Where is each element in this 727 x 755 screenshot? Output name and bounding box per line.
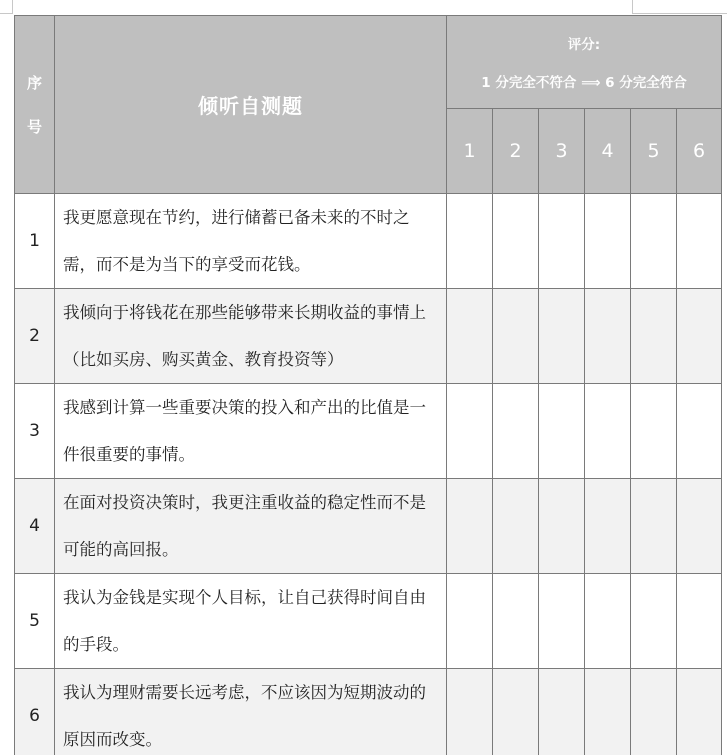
- score-cell[interactable]: [493, 384, 539, 479]
- row-statement: 我更愿意现在节约，进行储蓄已备未来的不时之需，而不是为当下的享受而花钱。: [55, 194, 447, 289]
- score-cell[interactable]: [677, 194, 722, 289]
- row-number: 5: [15, 574, 55, 669]
- score-cell[interactable]: [631, 574, 677, 669]
- score-cell[interactable]: [631, 669, 677, 755]
- table-row: [15, 194, 722, 289]
- header-score: [447, 16, 722, 109]
- row-statement: 我认为金钱是实现个人目标，让自己获得时间自由的手段。: [55, 574, 447, 669]
- page-corner-guide-right: [633, 13, 727, 14]
- score-cell[interactable]: [447, 194, 493, 289]
- score-column-header: 2: [493, 109, 539, 194]
- row-statement: 在面对投资决策时，我更注重收益的稳定性而不是可能的高回报。: [55, 479, 447, 574]
- header-title: 倾听自测题: [55, 16, 447, 194]
- page-corner-guide-left-vertical: [12, 0, 13, 14]
- score-cell[interactable]: [493, 669, 539, 755]
- score-cell[interactable]: [493, 289, 539, 384]
- score-column-header: 6: [677, 109, 722, 194]
- score-column-header: 1: [447, 109, 493, 194]
- row-number: 3: [15, 384, 55, 479]
- score-cell[interactable]: [493, 574, 539, 669]
- score-column-header: 5: [631, 109, 677, 194]
- score-cell[interactable]: [631, 479, 677, 574]
- score-cell[interactable]: [447, 384, 493, 479]
- score-cell[interactable]: [447, 574, 493, 669]
- score-cell[interactable]: [539, 194, 585, 289]
- header-sequence: [15, 16, 55, 194]
- score-cell[interactable]: [539, 669, 585, 755]
- header-sequence-char: 号: [26, 117, 42, 136]
- score-cell[interactable]: [585, 289, 631, 384]
- score-cell[interactable]: [539, 574, 585, 669]
- row-statement: 我感到计算一些重要决策的投入和产出的比值是一件很重要的事情。: [55, 384, 447, 479]
- page-corner-guide-left: [0, 13, 12, 14]
- row-number: 6: [15, 669, 55, 755]
- score-cell[interactable]: [677, 289, 722, 384]
- score-cell[interactable]: [677, 384, 722, 479]
- score-cell[interactable]: [677, 479, 722, 574]
- score-cell[interactable]: [585, 669, 631, 755]
- score-cell[interactable]: [677, 669, 722, 755]
- table-row: [15, 669, 722, 755]
- row-number: 4: [15, 479, 55, 574]
- score-cell[interactable]: [447, 669, 493, 755]
- score-cell[interactable]: [447, 479, 493, 574]
- score-cell[interactable]: [631, 289, 677, 384]
- header-score-scale: 1 分完全不符合 ⟹ 6 分完全符合: [481, 75, 687, 91]
- header-score-label: 评分:: [567, 37, 601, 53]
- score-cell[interactable]: [539, 479, 585, 574]
- row-number: 1: [15, 194, 55, 289]
- table-row: [15, 289, 722, 384]
- score-cell[interactable]: [585, 479, 631, 574]
- score-cell[interactable]: [447, 289, 493, 384]
- table-row: [15, 574, 722, 669]
- score-cell[interactable]: [493, 479, 539, 574]
- score-cell[interactable]: [539, 384, 585, 479]
- score-cell[interactable]: [585, 574, 631, 669]
- self-test-table: [14, 15, 722, 755]
- page-corner-guide-right-vertical: [632, 0, 633, 14]
- row-statement: 我认为理财需要长远考虑，不应该因为短期波动的原因而改变。: [55, 669, 447, 755]
- score-cell[interactable]: [677, 574, 722, 669]
- score-column-header: 3: [539, 109, 585, 194]
- score-cell[interactable]: [631, 194, 677, 289]
- table-row: [15, 384, 722, 479]
- score-cell[interactable]: [585, 384, 631, 479]
- score-column-header: 4: [585, 109, 631, 194]
- row-statement: 我倾向于将钱花在那些能够带来长期收益的事情上（比如买房、购买黄金、教育投资等）: [55, 289, 447, 384]
- header-sequence-char: 序: [26, 73, 42, 92]
- score-cell[interactable]: [493, 194, 539, 289]
- score-cell[interactable]: [539, 289, 585, 384]
- table-row: [15, 479, 722, 574]
- row-number: 2: [15, 289, 55, 384]
- score-cell[interactable]: [631, 384, 677, 479]
- score-cell[interactable]: [585, 194, 631, 289]
